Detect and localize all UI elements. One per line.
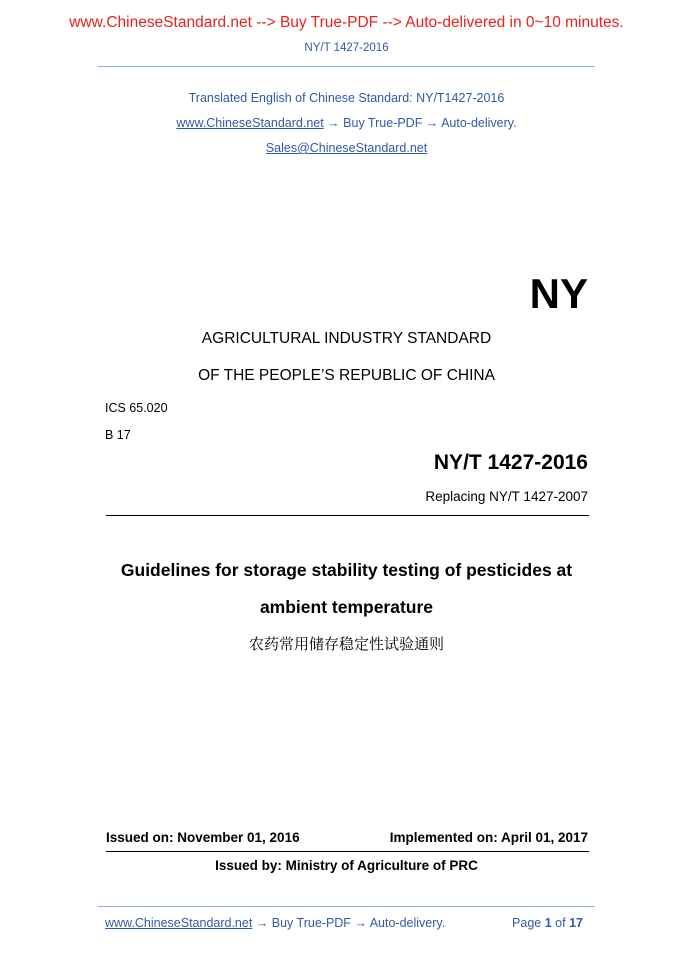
- title-line2: ambient temperature: [259, 597, 434, 617]
- title-chinese: 农药常用储存稳定性试验通则: [248, 635, 444, 653]
- ccs-code: B 17: [105, 428, 131, 442]
- footer-purchase-line: [105, 916, 445, 930]
- header-standard-code: NY/T 1427-2016: [304, 42, 389, 54]
- replacing-note: Replacing NY/T 1427-2007: [425, 489, 588, 504]
- purchase-text: → Buy True-PDF → Auto-delivery.: [323, 116, 517, 130]
- page-indicator: [512, 916, 583, 930]
- top-banner[interactable]: www.ChineseStandard.net --> Buy True-PDF --> Auto-delivered in 0~10 minutes.: [69, 14, 624, 31]
- issued-by: Issued by: Ministry of Agriculture of PRC: [215, 858, 478, 873]
- page-number: 1: [544, 916, 552, 930]
- ics-code: ICS 65.020: [105, 401, 168, 415]
- standard-logo: NY: [529, 270, 588, 317]
- page-label: Page: [512, 916, 542, 930]
- issued-on: Issued on: November 01, 2016: [106, 830, 300, 845]
- title-divider: [106, 515, 589, 516]
- footer-purchase-text: → Buy True-PDF → Auto-delivery.: [252, 916, 446, 930]
- implemented-on: Implemented on: April 01, 2017: [389, 830, 588, 845]
- purchase-line: [0, 116, 693, 130]
- translation-line: Translated English of Chinese Standard: NY/T1427-2016: [188, 91, 505, 105]
- page-total: 17: [569, 916, 583, 930]
- standard-number: NY/T 1427-2016: [433, 451, 588, 474]
- email-line: [0, 141, 693, 155]
- header-divider: [98, 66, 595, 67]
- dates-divider: [106, 851, 589, 852]
- footer-site-link[interactable]: www.ChineseStandard.net: [105, 916, 253, 930]
- standard-type-line2: OF THE PEOPLE’S REPUBLIC OF CHINA: [198, 367, 495, 384]
- of-label: of: [555, 916, 566, 930]
- site-link[interactable]: www.ChineseStandard.net: [176, 116, 324, 130]
- footer-divider: [98, 906, 595, 907]
- title-line1: Guidelines for storage stability testing of pesticides at: [120, 560, 573, 580]
- standard-type-line1: AGRICULTURAL INDUSTRY STANDARD: [201, 330, 492, 347]
- email-link[interactable]: Sales@ChineseStandard.net: [265, 141, 428, 155]
